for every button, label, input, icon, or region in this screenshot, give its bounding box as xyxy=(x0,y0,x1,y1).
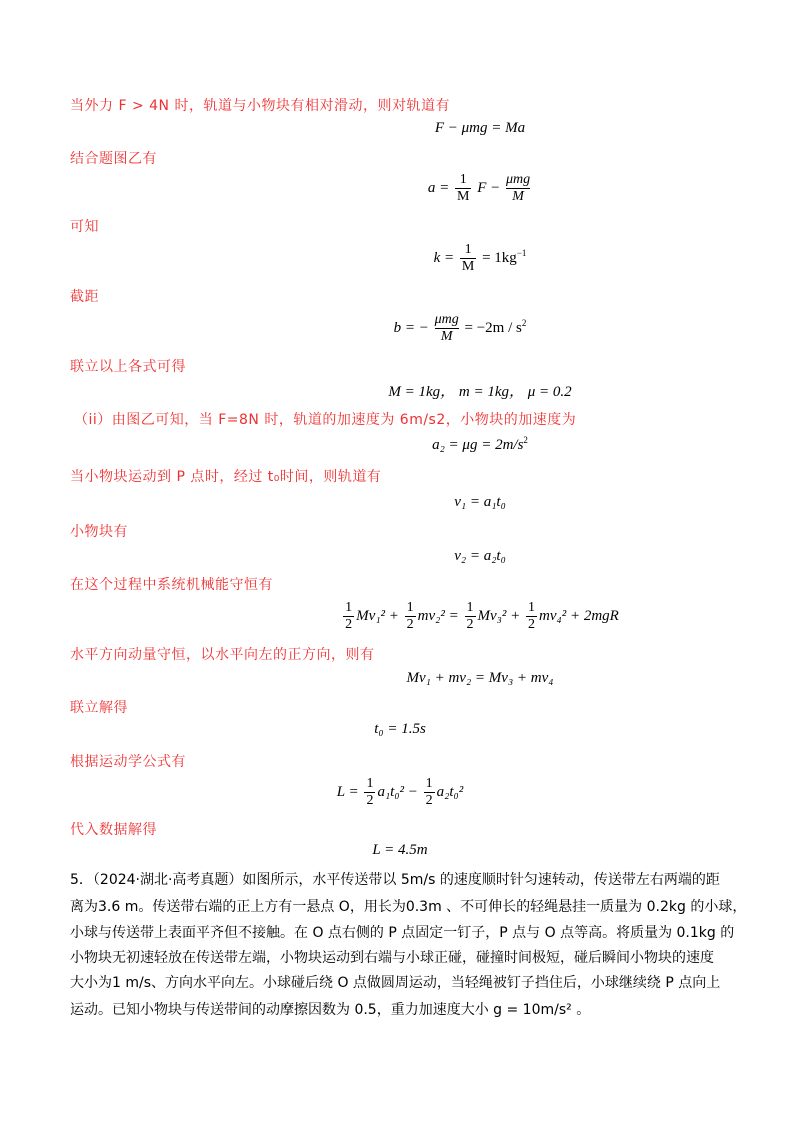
equation xyxy=(0,842,800,859)
numerator: 1 xyxy=(366,776,374,791)
equation-text: a₂ = μg = 2m/s xyxy=(432,437,524,453)
eq-part: = 1kg xyxy=(482,249,517,266)
equation xyxy=(0,670,800,687)
solution-text: 在这个过程中系统机械能守恒有 xyxy=(70,577,273,593)
solution-text: 可知 xyxy=(70,219,99,235)
eq-part: a = xyxy=(427,179,450,196)
problem-line: 运动。已知小物块与传送带间的动摩擦因数为 0.5，重力加速度大小 g = 10m/s² 。 xyxy=(70,1002,591,1018)
equation-text: t₀ = 1.5s xyxy=(374,721,426,737)
superscript: 2 xyxy=(521,317,527,328)
equation xyxy=(0,242,800,275)
eq-part: mv₂² = xyxy=(417,607,459,624)
equation xyxy=(0,172,800,205)
problem-line: 小物块无初速轻放在传送带左端，小物块运动到右端与小球正碰，碰撞时间极短，碰后瞬间小物块的速度 xyxy=(70,950,714,966)
fraction-half xyxy=(405,600,416,633)
denominator: M xyxy=(512,189,524,204)
problem-line: 离为3.6 m。传送带右端的正上方有一悬点 O，用长为0.3m 、不可伸长的轻绳悬挂一质量为 0.2kg 的小球， xyxy=(70,899,747,915)
denominator: 2 xyxy=(345,617,353,632)
solution-text: 联立以上各式可得 xyxy=(70,359,186,375)
fraction xyxy=(460,242,476,275)
eq-part: b = − xyxy=(393,319,429,336)
numerator: 1 xyxy=(460,242,476,259)
solution-text: 当外力 F > 4N 时，轨道与小物块有相对滑动，则对轨道有 xyxy=(70,98,450,114)
denominator: M xyxy=(456,189,470,204)
problem-line: 小球与传送带上表面平齐但不接触。在 O 点右侧的 P 点固定一钉子，P 点与 O 点等高。将质量为 0.1kg 的 xyxy=(70,925,735,941)
equation-text: v₁ = a₁t₀ xyxy=(454,494,506,510)
numerator: 1 xyxy=(466,600,474,615)
denominator: 2 xyxy=(366,793,374,808)
denominator: 2 xyxy=(466,617,474,632)
fraction-half xyxy=(364,776,375,809)
solution-text: （ii）由图乙可知，当 F=8N 时，轨道的加速度为 6m/s2，小物块的加速度为 xyxy=(74,412,577,428)
eq-part: Mv₁² + xyxy=(356,607,399,624)
denominator: 2 xyxy=(406,617,414,632)
equation xyxy=(0,494,800,511)
fraction-half xyxy=(343,600,354,633)
solution-text: 小物块有 xyxy=(70,524,128,540)
equation-text: M = 1kg， m = 1kg， μ = 0.2 xyxy=(388,384,572,400)
numerator: 1 xyxy=(345,600,353,615)
eq-part: k = xyxy=(433,249,455,266)
equation xyxy=(0,776,800,809)
fraction xyxy=(506,172,530,205)
denominator: M xyxy=(440,329,453,344)
numerator: 1 xyxy=(406,600,414,615)
equation xyxy=(0,600,800,633)
solution-text: 联立解得 xyxy=(70,700,128,716)
eq-part: Mv₃² + xyxy=(477,607,521,624)
superscript: −1 xyxy=(516,247,527,258)
numerator: μmg xyxy=(505,172,531,187)
equation xyxy=(0,380,800,401)
numerator: 1 xyxy=(425,776,433,791)
equation-text: L = 4.5m xyxy=(372,842,428,858)
equation xyxy=(0,312,800,345)
equation xyxy=(0,120,800,137)
eq-part: = −2m / s xyxy=(464,319,522,336)
denominator: 2 xyxy=(425,793,433,808)
problem-line: 大小为1 m/s、方向水平向左。小球碰后绕 O 点做圆周运动，当轻绳被钉子挡住后，小球继续绕 P 点向上 xyxy=(70,975,721,991)
eq-part: mv₄² + 2mgR xyxy=(539,607,619,624)
eq-part: a₁t₀² − xyxy=(377,783,418,800)
equation xyxy=(0,721,800,738)
fraction xyxy=(435,312,459,345)
solution-text: 当小物块运动到 P 点时，经过 t₀时间，则轨道有 xyxy=(70,469,382,485)
eq-part: a₂t₀² xyxy=(436,783,464,800)
fraction-half xyxy=(465,600,476,633)
equation xyxy=(0,435,800,454)
eq-part: L = xyxy=(336,783,359,800)
problem-line: 5．（2024·湖北·高考真题）如图所示，水平传送带以 5m/s 的速度顺时针匀速转动，传送带左右两端的距 xyxy=(70,872,720,888)
eq-part: F − xyxy=(477,179,501,196)
equation-text: v₂ = a₂t₀ xyxy=(454,548,506,564)
solution-text: 根据运动学公式有 xyxy=(70,754,186,770)
numerator: 1 xyxy=(528,600,535,615)
numerator: μmg xyxy=(434,312,459,327)
solution-text: 水平方向动量守恒，以水平向左的正方向，则有 xyxy=(70,647,375,663)
denominator: 2 xyxy=(528,617,535,632)
equation-text: Mv₁ + mv₂ = Mv₃ + mv₄ xyxy=(406,670,554,686)
fraction-half xyxy=(424,776,435,809)
denominator: M xyxy=(461,259,475,274)
equation-text: F − μmg = Ma xyxy=(434,120,526,136)
solution-text: 结合题图乙有 xyxy=(70,151,157,167)
superscript: 2 xyxy=(523,435,528,445)
fraction-half xyxy=(526,600,537,633)
equation xyxy=(0,548,800,565)
solution-text: 代入数据解得 xyxy=(70,822,157,838)
fraction xyxy=(455,172,471,205)
solution-text: 截距 xyxy=(70,289,99,305)
numerator: 1 xyxy=(455,172,471,189)
